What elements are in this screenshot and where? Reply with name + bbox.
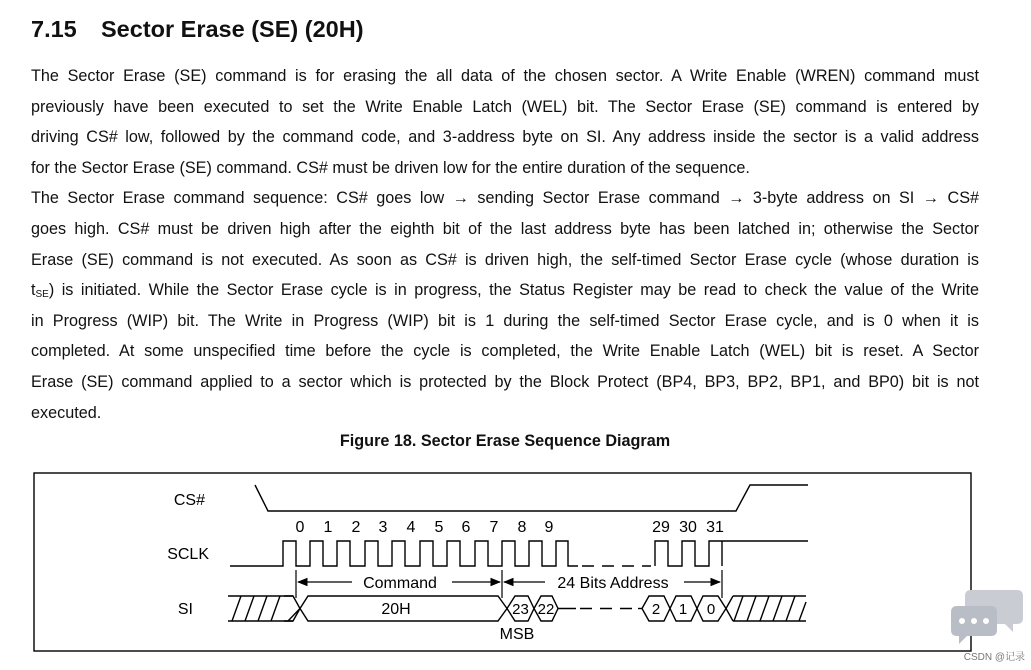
address-bit: 2 [651, 601, 661, 618]
tse-subscript: SE [35, 289, 49, 301]
tse-suffix: ) is initiated. While the Sector Erase cycle is in progress, the Status Register may be read to check the value of the Write [48, 281, 979, 300]
text-line: The Sector Erase (SE) command is for erasing the all data of the chosen sector. A Write Enable (WREN) command must [31, 67, 979, 85]
cs-waveform [255, 485, 808, 511]
clock-label: 8 [517, 519, 527, 536]
text-line: Erase (SE) command is not executed. As soon as CS# is driven high, the self-timed Sector Erase cycle (whose duration is [31, 250, 979, 269]
section-heading [31, 16, 364, 43]
clock-label: 9 [544, 519, 554, 536]
clock-label: 3 [378, 519, 388, 536]
body-text [31, 64, 979, 431]
signal-label-cs: CS# [173, 492, 205, 509]
signal-label-sclk: SCLK [167, 546, 209, 563]
sequence-diagram [0, 465, 1031, 660]
address-bit: 22 [537, 601, 555, 618]
text-line: for the Sector Erase (SE) command. CS# must be driven low for the entire duration of the sequence. [31, 158, 750, 177]
msb-label: MSB [499, 626, 535, 643]
address-bit: 1 [678, 601, 688, 618]
section-number: 7.15 [31, 16, 77, 42]
tse-prefix: t [31, 281, 36, 300]
clock-label: 6 [461, 519, 471, 536]
figure-caption: Figure 18. Sector Erase Sequence Diagram [339, 432, 671, 450]
clock-label: 7 [489, 519, 499, 536]
text-line: previously have been executed to set the Write Enable Latch (WEL) bit. The Sector Erase (SE) command is entered by [31, 97, 979, 116]
clock-numbers [296, 519, 724, 536]
sclk-waveform [230, 541, 808, 566]
section-title: Sector Erase (SE) (20H) [101, 16, 364, 42]
clock-label: 31 [706, 519, 724, 536]
clock-label: 5 [434, 519, 444, 536]
text-line: The Sector Erase command sequence: CS# goes low → sending Sector Erase command → 3-byte address on SI → CS# [31, 189, 979, 208]
command-value: 20H [381, 601, 411, 618]
command-label: Command [363, 575, 437, 592]
address-bit: 23 [512, 601, 529, 618]
address-label: 24 Bits Address [557, 575, 669, 592]
clock-label: 0 [295, 519, 305, 536]
clock-label: 1 [323, 519, 333, 536]
signal-label-si: SI [177, 601, 193, 618]
text-line: driving CS# low, followed by the command code, and 3-address byte on SI. Any address inside the sector is a valid address [31, 128, 979, 147]
text-line-tse [31, 278, 979, 309]
chat-bubbles-icon [951, 588, 1025, 648]
watermark-text: CSDN @记录 [963, 652, 1025, 663]
clock-label: 2 [351, 519, 361, 536]
address-bit: 0 [706, 601, 716, 618]
clock-label: 30 [679, 519, 697, 536]
text-line: Erase (SE) command applied to a sector which is protected by the Block Protect (BP4, BP3, BP2, BP1, and BP0) bit is not [31, 372, 979, 391]
text-line: executed. [31, 403, 102, 422]
text-line: completed. At some unspecified time before the cycle is completed, the Write Enable Latch (WEL) bit is reset. A Sector [31, 342, 979, 361]
text-line: goes high. CS# must be driven high after the eighth bit of the last address byte has been latched in; otherwise the Sector [31, 219, 979, 238]
text-line: in Progress (WIP) bit. The Write in Progress (WIP) bit is 1 during the self-timed Sector Erase cycle, and is 0 when it is [31, 311, 979, 330]
clock-label: 29 [652, 519, 670, 536]
clock-label: 4 [406, 519, 416, 536]
